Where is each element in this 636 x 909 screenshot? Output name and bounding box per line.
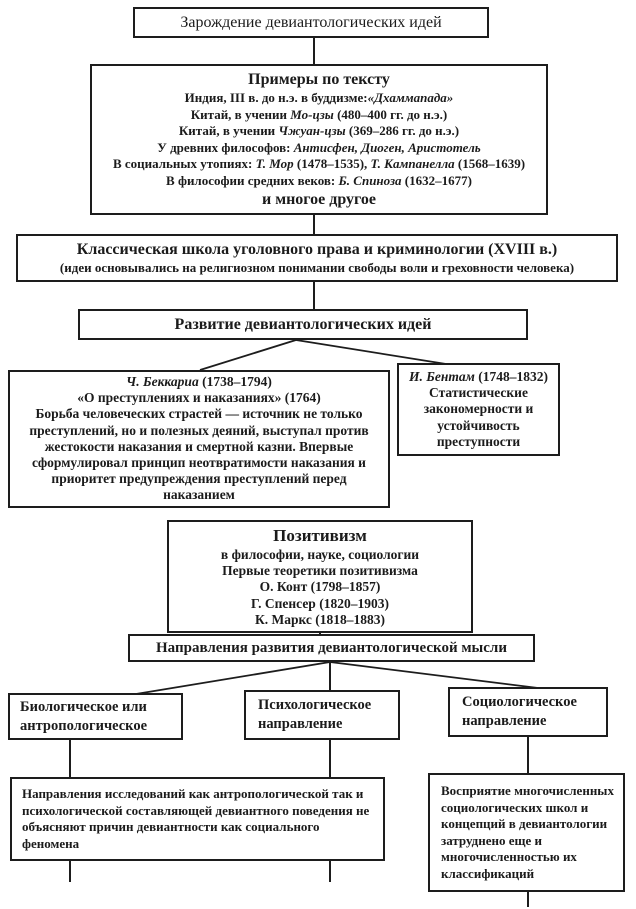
direction-soc-label: Социологическое направление <box>462 694 577 729</box>
connector-classical-development <box>313 280 315 309</box>
node-origin <box>133 7 489 38</box>
connector-psy-note <box>329 739 331 777</box>
connector-development-bentham <box>296 340 446 364</box>
beccaria-work: «О преступлениях и наказаниях» (1764) <box>77 390 321 406</box>
node-bentham-name-line <box>401 369 556 385</box>
example-line: У древних философов: Антисфен, Диоген, Аристотель <box>157 139 481 155</box>
connector-bio-note <box>69 739 71 777</box>
node-directions-title: Направления развития девиантологической мысли <box>156 639 507 656</box>
example-line: Индия, III в. до н.э. в буддизме:«Дхаммапада» <box>184 90 454 105</box>
positivism-line: Г. Спенсер (1820–1903) <box>251 595 389 611</box>
bentham-years: (1748–1832) <box>474 369 548 384</box>
node-examples-footer: и многое другое <box>261 191 377 208</box>
node-classical-title: Классическая школа уголовного права и криминологии (XVIII в.) <box>76 241 558 259</box>
beccaria-name: Ч. Беккариа <box>126 374 199 389</box>
connector-directions-psy <box>329 661 331 692</box>
bentham-body: Статистические закономерности и устойчивость преступности <box>423 385 534 449</box>
example-line: Китай, в учении Чжуан-цзы (369–286 гг. до н.э.) <box>178 123 460 138</box>
node-direction-biological <box>8 693 183 740</box>
beccaria-years: (1738–1794) <box>198 374 272 389</box>
connector-directions-soc <box>330 662 546 689</box>
direction-bio-label: Биологическое или антропологическое <box>20 698 148 734</box>
bentham-name: И. Бентам <box>409 369 475 384</box>
node-positivism <box>167 520 473 633</box>
positivism-line: К. Маркс (1818–1883) <box>254 611 386 627</box>
example-line: В философии средних веков: Б. Спиноза (1632–1677) <box>166 172 472 188</box>
note-right-body: Восприятие многочисленных социологических школ и концепций в девиантологии затруднено еще и многочисленностью их классификаций <box>441 783 614 881</box>
positivism-line: в философии, науке, социологии <box>220 547 420 562</box>
node-beccaria-name-line <box>18 374 380 390</box>
connector-development-beccaria <box>200 340 296 370</box>
connector-soc-note <box>527 736 529 773</box>
node-positivism-title: Позитивизм <box>273 526 367 545</box>
node-bentham <box>397 363 560 456</box>
node-direction-sociological <box>448 687 608 737</box>
positivism-line: Первые теоретики позитивизма <box>222 563 418 579</box>
node-development <box>78 309 528 340</box>
node-direction-psychological <box>244 690 400 740</box>
node-examples <box>90 64 548 215</box>
example-line: В социальных утопиях: Т. Мор (1478–1535), Т. Кампанелла (1568–1639) <box>112 156 526 171</box>
node-classical-school <box>16 234 618 282</box>
example-line: Китай, в учении Мо-цзы (480–400 гг. до н.э.) <box>190 106 448 122</box>
node-note-right <box>428 773 625 892</box>
node-development-title: Развитие девиантологических идей <box>174 316 432 333</box>
beccaria-body: Борьба человеческих страстей — источник не только преступлений, но и полезных деяний, выступал против жестокости наказания и смертной казни. Впервые сформулировал принцип неотвратимости наказания и приоритет предупреждения преступлений перед наказанием <box>29 406 369 503</box>
node-origin-title: Зарождение девиантологических идей <box>180 13 442 31</box>
node-beccaria <box>8 370 390 508</box>
note-left-body: Направления исследований как антропологической так и психологической составляющей девиантного поведения не объясняют причин девиантности как социального феномена <box>22 786 370 851</box>
node-directions-header <box>128 634 535 662</box>
connector-origin-examples <box>313 37 315 65</box>
positivism-line: О. Конт (1798–1857) <box>259 579 381 595</box>
node-classical-subtitle: (идеи основывались на религиозном понимании свободы воли и греховности человека) <box>59 260 575 276</box>
direction-psy-label: Психологическое направление <box>258 697 372 732</box>
node-examples-title: Примеры по тексту <box>248 71 390 88</box>
node-note-left <box>10 777 385 861</box>
